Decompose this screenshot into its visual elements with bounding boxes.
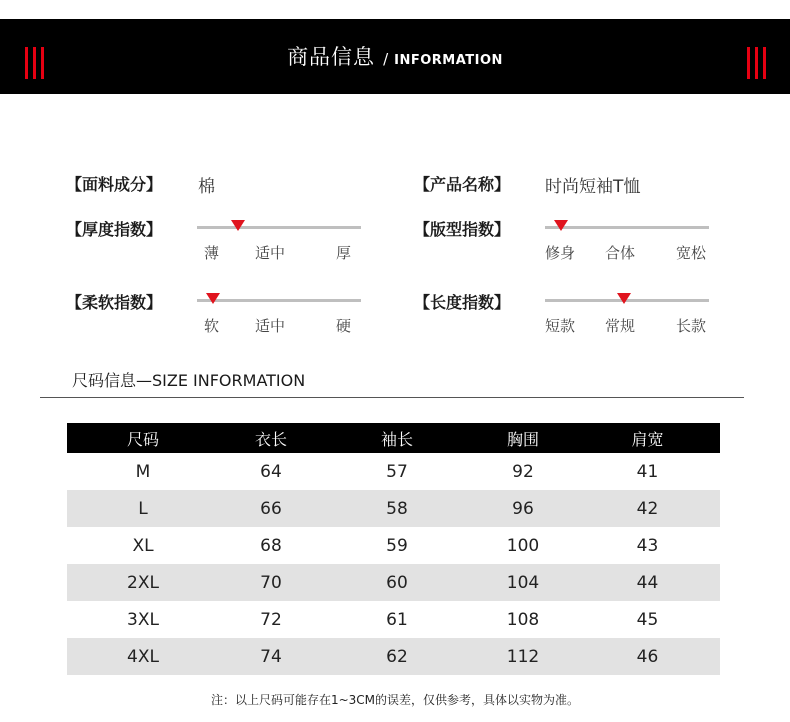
slider-tick-mid: 适中 bbox=[255, 317, 286, 335]
table-cell: 112 bbox=[471, 638, 575, 675]
slider-tick-low: 修身 bbox=[545, 244, 576, 262]
product-name-label: 【产品名称】 bbox=[414, 175, 511, 194]
slider-marker bbox=[231, 220, 245, 231]
table-cell: XL bbox=[132, 535, 154, 556]
fabric-value: 棉 bbox=[198, 177, 215, 197]
table-row bbox=[67, 601, 720, 638]
table-cell: 41 bbox=[636, 461, 659, 482]
slider-marker bbox=[206, 293, 220, 304]
table-cell: 60 bbox=[323, 564, 471, 601]
slider-tick-high: 长款 bbox=[676, 317, 707, 335]
table-cell: 64 bbox=[260, 461, 282, 482]
slider-marker bbox=[554, 220, 568, 231]
thickness-slider bbox=[197, 221, 361, 269]
length-label: 【长度指数】 bbox=[414, 293, 511, 312]
table-row bbox=[67, 564, 720, 601]
table-cell: 3XL bbox=[127, 609, 159, 630]
product-name-value: 时尚短袖T恤 bbox=[545, 177, 641, 197]
banner-title-cn: 商品信息 bbox=[287, 45, 376, 69]
section-divider bbox=[40, 397, 744, 398]
table-cell: 43 bbox=[636, 535, 659, 556]
banner-separator: / bbox=[383, 50, 389, 68]
slider-marker bbox=[617, 293, 631, 304]
size-disclaimer-note: 注：以上尺码可能存在1~3CM的误差，仅供参考，具体以实物为准。 bbox=[210, 693, 580, 707]
header-chest: 胸围 bbox=[471, 423, 575, 453]
fit-slider bbox=[545, 221, 709, 269]
table-cell: 104 bbox=[471, 564, 575, 601]
size-info-heading: 尺码信息—SIZE INFORMATION bbox=[72, 371, 306, 390]
slider-track bbox=[545, 226, 709, 229]
fabric-label: 【面料成分】 bbox=[66, 175, 163, 194]
length-slider bbox=[545, 294, 709, 342]
table-cell: 66 bbox=[219, 490, 323, 527]
slider-track bbox=[197, 299, 361, 302]
table-cell: M bbox=[135, 461, 151, 482]
banner-title bbox=[0, 41, 790, 71]
table-cell: 62 bbox=[323, 638, 471, 675]
slider-tick-high: 宽松 bbox=[676, 244, 707, 262]
table-cell: 92 bbox=[512, 461, 534, 482]
slider-tick-mid: 适中 bbox=[255, 244, 286, 262]
slider-tick-mid: 常规 bbox=[605, 317, 636, 335]
table-row bbox=[67, 490, 720, 527]
table-cell: 57 bbox=[386, 461, 408, 482]
slider-tick-high: 厚 bbox=[336, 244, 352, 262]
fit-label: 【版型指数】 bbox=[414, 220, 511, 239]
header-sleeve: 袖长 bbox=[323, 423, 471, 453]
slider-tick-mid: 合体 bbox=[605, 244, 636, 262]
slider-tick-low: 软 bbox=[204, 317, 220, 335]
table-cell: 108 bbox=[506, 609, 540, 630]
header-shoulder: 肩宽 bbox=[575, 423, 720, 453]
banner-title-en: INFORMATION bbox=[394, 53, 503, 68]
table-cell: 58 bbox=[323, 490, 471, 527]
table-cell: 46 bbox=[575, 638, 720, 675]
table-cell: 100 bbox=[506, 535, 540, 556]
table-cell: 74 bbox=[219, 638, 323, 675]
size-table-header-row bbox=[67, 423, 720, 453]
thickness-label: 【厚度指数】 bbox=[66, 220, 163, 239]
table-cell: 68 bbox=[260, 535, 282, 556]
header-size: 尺码 bbox=[67, 423, 219, 453]
table-cell: 61 bbox=[386, 609, 408, 630]
left-red-bars-decoration bbox=[25, 47, 45, 79]
table-cell: L bbox=[67, 490, 219, 527]
table-row bbox=[67, 453, 720, 490]
table-cell: 45 bbox=[636, 609, 659, 630]
table-cell: 2XL bbox=[67, 564, 219, 601]
table-cell: 96 bbox=[471, 490, 575, 527]
table-cell: 59 bbox=[386, 535, 408, 556]
table-row bbox=[67, 527, 720, 564]
table-cell: 72 bbox=[260, 609, 282, 630]
table-cell: 42 bbox=[575, 490, 720, 527]
header-length: 衣长 bbox=[219, 423, 323, 453]
softness-label: 【柔软指数】 bbox=[66, 293, 163, 312]
table-cell: 44 bbox=[575, 564, 720, 601]
softness-slider bbox=[197, 294, 361, 342]
table-row bbox=[67, 638, 720, 675]
size-table bbox=[67, 423, 720, 675]
slider-tick-high: 硬 bbox=[336, 317, 352, 335]
slider-tick-low: 短款 bbox=[545, 317, 576, 335]
table-cell: 70 bbox=[219, 564, 323, 601]
header-banner bbox=[0, 19, 790, 94]
right-red-bars-decoration bbox=[747, 47, 767, 79]
slider-tick-low: 薄 bbox=[204, 244, 220, 262]
table-cell: 4XL bbox=[67, 638, 219, 675]
slider-track bbox=[197, 226, 361, 229]
